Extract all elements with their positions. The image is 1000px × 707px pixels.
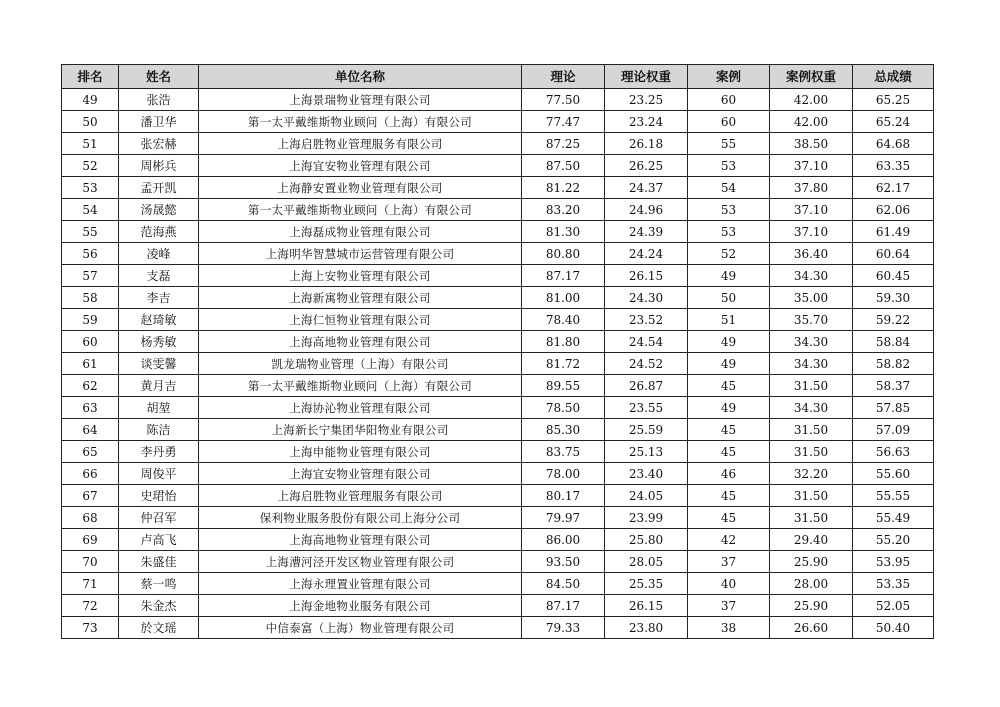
rank-cell: 71 [62, 573, 119, 595]
table-row [62, 397, 934, 419]
theory-weight-cell: 24.37 [605, 177, 688, 199]
name-cell: 范海燕 [119, 221, 199, 243]
total-cell: 65.24 [853, 111, 934, 133]
theory-weight-cell: 23.24 [605, 111, 688, 133]
theory-cell: 85.30 [522, 419, 605, 441]
theory-weight-cell: 23.40 [605, 463, 688, 485]
theory-cell: 77.47 [522, 111, 605, 133]
theory-weight-cell: 24.24 [605, 243, 688, 265]
total-cell: 62.06 [853, 199, 934, 221]
company-cell: 第一太平戴维斯物业顾问（上海）有限公司 [199, 111, 522, 133]
total-cell: 55.60 [853, 463, 934, 485]
theory-cell: 81.80 [522, 331, 605, 353]
case-cell: 54 [688, 177, 770, 199]
name-cell: 张浩 [119, 89, 199, 111]
case-cell: 45 [688, 507, 770, 529]
case-cell: 53 [688, 199, 770, 221]
table-row [62, 177, 934, 199]
table-body [62, 89, 934, 639]
theory-cell: 81.00 [522, 287, 605, 309]
theory-weight-cell: 23.99 [605, 507, 688, 529]
theory-weight-cell: 26.15 [605, 595, 688, 617]
case-weight-cell: 31.50 [770, 375, 853, 397]
case-cell: 38 [688, 617, 770, 639]
name-cell: 陈洁 [119, 419, 199, 441]
case-cell: 45 [688, 419, 770, 441]
table-row [62, 595, 934, 617]
table-row [62, 199, 934, 221]
company-cell: 上海仁恒物业管理有限公司 [199, 309, 522, 331]
company-cell: 上海上安物业管理有限公司 [199, 265, 522, 287]
company-cell: 上海明华智慧城市运营管理有限公司 [199, 243, 522, 265]
theory-cell: 79.33 [522, 617, 605, 639]
case-cell: 49 [688, 331, 770, 353]
company-cell: 上海金地物业服务有限公司 [199, 595, 522, 617]
company-cell: 上海申能物业管理有限公司 [199, 441, 522, 463]
name-cell: 赵琦敏 [119, 309, 199, 331]
company-cell: 中信泰富（上海）物业管理有限公司 [199, 617, 522, 639]
table-row [62, 507, 934, 529]
total-cell: 57.09 [853, 419, 934, 441]
theory-weight-cell: 23.80 [605, 617, 688, 639]
name-cell: 杨秀敏 [119, 331, 199, 353]
table-row [62, 287, 934, 309]
case-weight-cell: 42.00 [770, 89, 853, 111]
total-cell: 58.82 [853, 353, 934, 375]
theory-cell: 86.00 [522, 529, 605, 551]
case-cell: 55 [688, 133, 770, 155]
header-case-weight: 案例权重 [770, 65, 853, 89]
name-cell: 仲召军 [119, 507, 199, 529]
rank-cell: 50 [62, 111, 119, 133]
case-weight-cell: 31.50 [770, 419, 853, 441]
theory-weight-cell: 23.25 [605, 89, 688, 111]
company-cell: 上海磊成物业管理有限公司 [199, 221, 522, 243]
total-cell: 64.68 [853, 133, 934, 155]
case-cell: 37 [688, 595, 770, 617]
table-row [62, 375, 934, 397]
rank-cell: 69 [62, 529, 119, 551]
table-row [62, 529, 934, 551]
name-cell: 支磊 [119, 265, 199, 287]
ranking-table [61, 64, 934, 639]
theory-cell: 87.50 [522, 155, 605, 177]
company-cell: 上海宜安物业管理有限公司 [199, 155, 522, 177]
total-cell: 53.95 [853, 551, 934, 573]
table-row [62, 133, 934, 155]
case-weight-cell: 31.50 [770, 485, 853, 507]
theory-cell: 87.25 [522, 133, 605, 155]
rank-cell: 60 [62, 331, 119, 353]
company-cell: 凯龙瑞物业管理（上海）有限公司 [199, 353, 522, 375]
table-header [62, 65, 934, 89]
name-cell: 谈雯馨 [119, 353, 199, 375]
table-row [62, 111, 934, 133]
theory-weight-cell: 28.05 [605, 551, 688, 573]
name-cell: 於文瑶 [119, 617, 199, 639]
theory-weight-cell: 24.54 [605, 331, 688, 353]
header-theory-weight: 理论权重 [605, 65, 688, 89]
total-cell: 62.17 [853, 177, 934, 199]
table-row [62, 419, 934, 441]
case-weight-cell: 37.10 [770, 221, 853, 243]
theory-cell: 78.00 [522, 463, 605, 485]
rank-cell: 52 [62, 155, 119, 177]
theory-cell: 93.50 [522, 551, 605, 573]
theory-cell: 83.20 [522, 199, 605, 221]
case-weight-cell: 29.40 [770, 529, 853, 551]
case-cell: 45 [688, 441, 770, 463]
name-cell: 周彬兵 [119, 155, 199, 177]
table-row [62, 243, 934, 265]
theory-cell: 80.17 [522, 485, 605, 507]
company-cell: 上海启胜物业管理服务有限公司 [199, 485, 522, 507]
rank-cell: 61 [62, 353, 119, 375]
theory-weight-cell: 24.05 [605, 485, 688, 507]
company-cell: 上海高地物业管理有限公司 [199, 331, 522, 353]
total-cell: 60.64 [853, 243, 934, 265]
rank-cell: 51 [62, 133, 119, 155]
rank-cell: 59 [62, 309, 119, 331]
header-row [62, 65, 934, 89]
theory-cell: 87.17 [522, 265, 605, 287]
company-cell: 上海高地物业管理有限公司 [199, 529, 522, 551]
theory-weight-cell: 25.59 [605, 419, 688, 441]
rank-cell: 62 [62, 375, 119, 397]
table-row [62, 155, 934, 177]
case-weight-cell: 34.30 [770, 265, 853, 287]
company-cell: 上海永理置业管理有限公司 [199, 573, 522, 595]
total-cell: 53.35 [853, 573, 934, 595]
case-cell: 53 [688, 221, 770, 243]
case-weight-cell: 26.60 [770, 617, 853, 639]
name-cell: 张宏赫 [119, 133, 199, 155]
case-cell: 45 [688, 485, 770, 507]
header-case: 案例 [688, 65, 770, 89]
theory-weight-cell: 26.15 [605, 265, 688, 287]
name-cell: 汤晟懿 [119, 199, 199, 221]
name-cell: 黄月吉 [119, 375, 199, 397]
header-name: 姓名 [119, 65, 199, 89]
table-row [62, 485, 934, 507]
theory-weight-cell: 24.30 [605, 287, 688, 309]
case-cell: 49 [688, 397, 770, 419]
total-cell: 50.40 [853, 617, 934, 639]
name-cell: 李吉 [119, 287, 199, 309]
total-cell: 59.22 [853, 309, 934, 331]
table-row [62, 221, 934, 243]
rank-cell: 53 [62, 177, 119, 199]
rank-cell: 73 [62, 617, 119, 639]
theory-cell: 83.75 [522, 441, 605, 463]
theory-cell: 84.50 [522, 573, 605, 595]
name-cell: 朱盛佳 [119, 551, 199, 573]
case-weight-cell: 35.00 [770, 287, 853, 309]
company-cell: 上海新长宁集团华阳物业有限公司 [199, 419, 522, 441]
theory-weight-cell: 24.52 [605, 353, 688, 375]
case-cell: 37 [688, 551, 770, 573]
case-cell: 46 [688, 463, 770, 485]
rank-cell: 70 [62, 551, 119, 573]
table-row [62, 265, 934, 287]
theory-cell: 78.50 [522, 397, 605, 419]
rank-cell: 56 [62, 243, 119, 265]
total-cell: 63.35 [853, 155, 934, 177]
theory-weight-cell: 23.55 [605, 397, 688, 419]
rank-cell: 72 [62, 595, 119, 617]
company-cell: 上海静安置业物业管理有限公司 [199, 177, 522, 199]
total-cell: 52.05 [853, 595, 934, 617]
rank-cell: 66 [62, 463, 119, 485]
company-cell: 上海启胜物业管理服务有限公司 [199, 133, 522, 155]
case-weight-cell: 42.00 [770, 111, 853, 133]
rank-cell: 58 [62, 287, 119, 309]
case-weight-cell: 34.30 [770, 331, 853, 353]
theory-cell: 81.30 [522, 221, 605, 243]
case-weight-cell: 35.70 [770, 309, 853, 331]
case-cell: 40 [688, 573, 770, 595]
rank-cell: 68 [62, 507, 119, 529]
case-weight-cell: 37.80 [770, 177, 853, 199]
name-cell: 卢高飞 [119, 529, 199, 551]
case-cell: 60 [688, 89, 770, 111]
total-cell: 58.84 [853, 331, 934, 353]
name-cell: 周俊平 [119, 463, 199, 485]
name-cell: 蔡一鸣 [119, 573, 199, 595]
name-cell: 凌峰 [119, 243, 199, 265]
company-cell: 第一太平戴维斯物业顾问（上海）有限公司 [199, 199, 522, 221]
theory-weight-cell: 23.52 [605, 309, 688, 331]
total-cell: 55.49 [853, 507, 934, 529]
header-theory: 理论 [522, 65, 605, 89]
case-weight-cell: 37.10 [770, 155, 853, 177]
table-row [62, 617, 934, 639]
theory-cell: 78.40 [522, 309, 605, 331]
case-weight-cell: 32.20 [770, 463, 853, 485]
total-cell: 55.20 [853, 529, 934, 551]
rank-cell: 63 [62, 397, 119, 419]
theory-cell: 89.55 [522, 375, 605, 397]
case-cell: 52 [688, 243, 770, 265]
theory-weight-cell: 24.96 [605, 199, 688, 221]
name-cell: 胡堃 [119, 397, 199, 419]
table-row [62, 89, 934, 111]
total-cell: 60.45 [853, 265, 934, 287]
case-cell: 45 [688, 375, 770, 397]
company-cell: 保利物业服务股份有限公司上海分公司 [199, 507, 522, 529]
header-rank: 排名 [62, 65, 119, 89]
case-weight-cell: 25.90 [770, 595, 853, 617]
case-cell: 50 [688, 287, 770, 309]
company-cell: 上海宜安物业管理有限公司 [199, 463, 522, 485]
total-cell: 58.37 [853, 375, 934, 397]
name-cell: 孟开凯 [119, 177, 199, 199]
table-row [62, 463, 934, 485]
rank-cell: 57 [62, 265, 119, 287]
rank-cell: 67 [62, 485, 119, 507]
company-cell: 上海漕河泾开发区物业管理有限公司 [199, 551, 522, 573]
total-cell: 56.63 [853, 441, 934, 463]
total-cell: 61.49 [853, 221, 934, 243]
name-cell: 史珺怡 [119, 485, 199, 507]
case-cell: 49 [688, 353, 770, 375]
company-cell: 上海协沁物业管理有限公司 [199, 397, 522, 419]
theory-cell: 81.22 [522, 177, 605, 199]
name-cell: 朱金杰 [119, 595, 199, 617]
theory-weight-cell: 25.35 [605, 573, 688, 595]
theory-weight-cell: 26.18 [605, 133, 688, 155]
name-cell: 李丹勇 [119, 441, 199, 463]
header-total: 总成绩 [853, 65, 934, 89]
rank-cell: 65 [62, 441, 119, 463]
table-row [62, 331, 934, 353]
table-row [62, 353, 934, 375]
case-weight-cell: 36.40 [770, 243, 853, 265]
total-cell: 55.55 [853, 485, 934, 507]
theory-weight-cell: 25.13 [605, 441, 688, 463]
theory-weight-cell: 26.87 [605, 375, 688, 397]
theory-cell: 80.80 [522, 243, 605, 265]
case-cell: 60 [688, 111, 770, 133]
table-row [62, 309, 934, 331]
rank-cell: 55 [62, 221, 119, 243]
table-row [62, 551, 934, 573]
case-weight-cell: 31.50 [770, 441, 853, 463]
theory-cell: 79.97 [522, 507, 605, 529]
case-cell: 42 [688, 529, 770, 551]
total-cell: 59.30 [853, 287, 934, 309]
theory-weight-cell: 24.39 [605, 221, 688, 243]
case-cell: 53 [688, 155, 770, 177]
rank-cell: 54 [62, 199, 119, 221]
theory-cell: 81.72 [522, 353, 605, 375]
case-weight-cell: 25.90 [770, 551, 853, 573]
company-cell: 上海景瑞物业管理有限公司 [199, 89, 522, 111]
theory-cell: 77.50 [522, 89, 605, 111]
case-cell: 51 [688, 309, 770, 331]
case-weight-cell: 38.50 [770, 133, 853, 155]
company-cell: 第一太平戴维斯物业顾问（上海）有限公司 [199, 375, 522, 397]
total-cell: 57.85 [853, 397, 934, 419]
theory-weight-cell: 26.25 [605, 155, 688, 177]
table-row [62, 573, 934, 595]
case-weight-cell: 31.50 [770, 507, 853, 529]
rank-cell: 64 [62, 419, 119, 441]
header-company: 单位名称 [199, 65, 522, 89]
total-cell: 65.25 [853, 89, 934, 111]
theory-cell: 87.17 [522, 595, 605, 617]
theory-weight-cell: 25.80 [605, 529, 688, 551]
case-weight-cell: 37.10 [770, 199, 853, 221]
case-weight-cell: 34.30 [770, 397, 853, 419]
case-cell: 49 [688, 265, 770, 287]
table-row [62, 441, 934, 463]
case-weight-cell: 34.30 [770, 353, 853, 375]
name-cell: 潘卫华 [119, 111, 199, 133]
company-cell: 上海新寓物业管理有限公司 [199, 287, 522, 309]
rank-cell: 49 [62, 89, 119, 111]
case-weight-cell: 28.00 [770, 573, 853, 595]
